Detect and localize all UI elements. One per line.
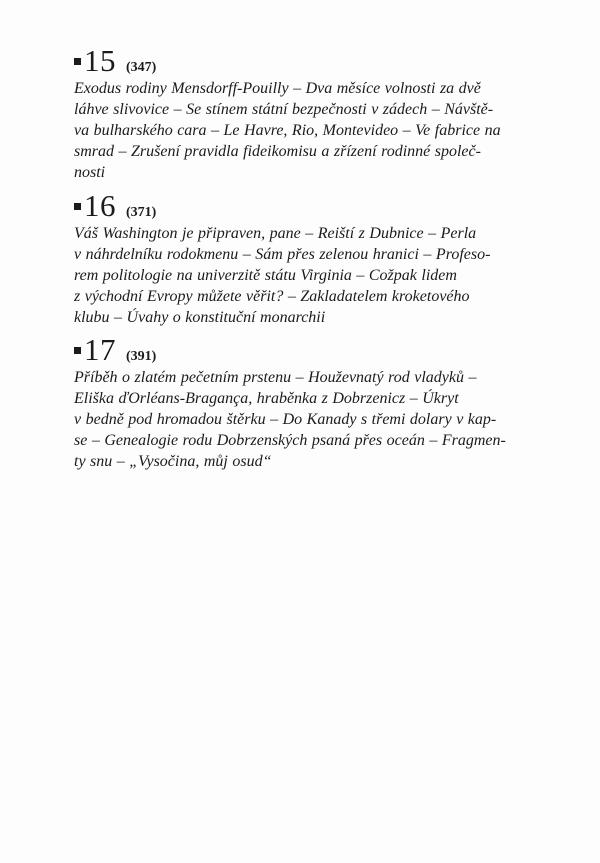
chapter-16 [74,188,554,328]
chapter-17 [74,332,554,472]
summary-line: nosti [74,164,106,181]
chapter-page-number: (371) [126,205,157,220]
summary-line: Váš Washington je připraven, pane – Reiští z Dubnice – Perla [74,225,477,242]
chapter-page-number: (347) [126,60,157,75]
summary-line: Příběh o zlatém pečetním prstenu – Houževnatý rod vladyků – [74,369,477,386]
square-bullet-icon [74,203,81,210]
square-bullet-icon [74,58,81,65]
chapter-number: 17 [84,332,116,367]
summary-line: Exodus rodiny Mensdorff-Pouilly – Dva měsíce volnosti za dvě [74,80,481,97]
summary-line: se – Genealogie rodu Dobrzenských psaná přes oceán – Fragmen- [74,432,506,449]
summary-line: smrad – Zrušení pravidla fideikomisu a zřízení rodinné společ- [74,143,481,160]
chapter-page-number: (391) [126,349,157,364]
summary-line: va bulharského cara – Le Havre, Rio, Montevideo – Ve fabrice na [74,122,501,139]
chapter-summary [74,78,554,183]
chapter-15 [74,43,554,183]
summary-line: rem politologie na univerzitě státu Virginia – Cožpak lidem [74,267,457,284]
summary-line: klubu – Úvahy o konstituční monarchii [74,309,326,326]
chapter-summary [74,367,554,472]
summary-line: v bedně pod hromadou štěrku – Do Kanady s třemi dolary v kap- [74,411,497,428]
chapter-heading [74,332,554,367]
summary-line: v náhrdelníku rodokmenu – Sám přes zelenou hranici – Profeso- [74,246,491,263]
summary-line: z východní Evropy můžete věřit? – Zakladatelem kroketového [74,288,470,305]
chapter-number: 16 [84,188,116,223]
summary-line: ty snu – „Vysočina, můj osud“ [74,453,272,470]
square-bullet-icon [74,347,81,354]
chapter-number: 15 [84,43,116,78]
summary-line: Eliška ďOrléans-Bragança, hraběnka z Dobrzenicz – Úkryt [74,390,459,407]
summary-line: láhve slivovice – Se stínem státní bezpečnosti v zádech – Návště- [74,101,494,118]
chapter-summary [74,223,554,328]
chapter-heading [74,43,554,78]
chapter-heading [74,188,554,223]
